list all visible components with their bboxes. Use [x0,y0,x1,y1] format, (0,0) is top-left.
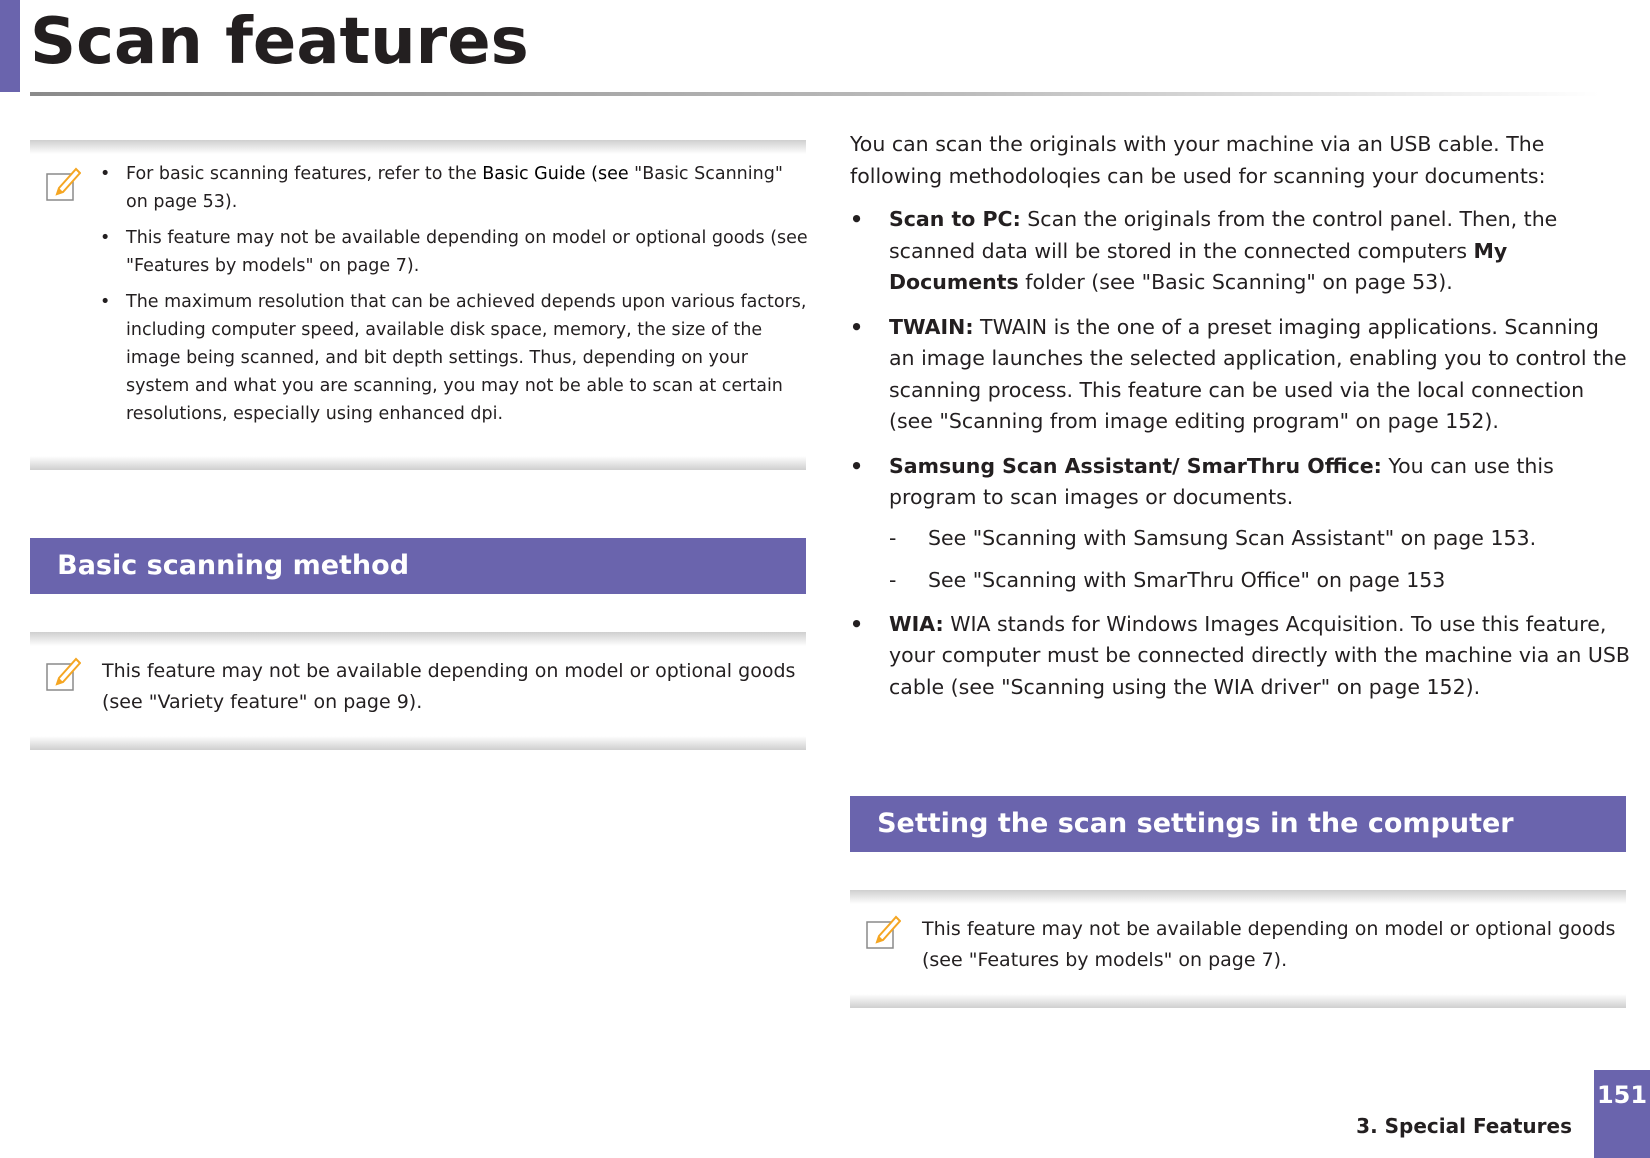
item-label: TWAIN: [889,314,974,339]
note-top-bar [850,890,1626,904]
item-label: WIA: [889,611,944,636]
note-pencil-icon [865,912,901,950]
bullet-icon: • [100,228,111,248]
note-1-list [100,160,810,428]
section-header-scan-settings [850,796,1626,852]
note-1-item-text: This feature may not be available depending on model or optional goods (see "Features by models" on page 7). [126,228,808,276]
item-text: WIA stands for Windows Images Acquisition. To use this feature, your computer must be connected directly with the machine via an USB cable (see "Scanning using the WIA driver" on page 152). [889,611,1630,699]
note-box-2 [30,632,806,750]
note-2-text: This feature may not be available depending on model or optional goods (see "Variety feature" on page 9). [102,660,796,713]
item-label: Scan to PC: [889,207,1021,231]
note-3-text: This feature may not be available depending on model or optional goods (see "Features by models" on page 7). [922,918,1616,971]
item-text: You can use this program to scan images or documents. [889,453,1554,509]
bullet-icon: • [100,292,111,312]
item-label: Samsung Scan Assistant/ SmarThru Office: [889,453,1382,478]
note-box-3 [850,890,1626,1008]
note-top-bar [30,632,806,646]
page-number: 151 [1594,1070,1650,1158]
item-text-tail: folder (see "Basic Scanning" on page 53). [1018,270,1453,294]
dash-icon: - [889,567,897,592]
dash-icon: - [889,525,897,550]
item-text: Scan the originals from the control panel. Then, the scanned data will be stored in the connected computers [889,207,1558,263]
right-column [850,128,1630,716]
bullet-icon: • [100,164,111,184]
note-pencil-icon [45,654,81,692]
list-item-scan-to-pc [850,204,1630,299]
sub-list-item [889,565,1630,596]
scan-methods-list [850,204,1630,703]
basic-guide-link[interactable]: Basic Guide (see [482,164,629,184]
section-title: Basic scanning method [57,550,410,581]
note-1-content [100,160,810,436]
sub-list-item [889,523,1630,554]
sub-list [889,523,1630,596]
page-title: Scan features [30,5,529,79]
note-1-item [100,288,810,428]
note-1-item-text-tail: "Basic Scanning" on page 53). [126,164,783,212]
item-strong: My Documents [889,238,1508,294]
bullet-icon: • [850,314,864,339]
note-bottom-bar [30,456,806,470]
item-text: TWAIN is the one of a preset imaging applications. Scanning an image launches the selected application, enabling you to control the scanning process. This feature can be used via the local connection (see "Scanning from image editing program" on page 152). [889,314,1627,433]
section-number: 2 [867,832,868,833]
bullet-icon: • [850,611,864,636]
bullet-icon: • [850,453,864,478]
note-1-item [100,224,810,280]
title-accent-bar [0,0,20,92]
title-rule [30,92,1600,96]
section-title: Setting the scan settings in the computer [877,808,1514,839]
list-item-samsung-scan-assistant [850,451,1630,596]
list-item-wia [850,609,1630,704]
note-pencil-icon [45,164,81,202]
section-number: 1 [47,574,48,575]
footer-chapter: 3. Special Features [1356,1114,1572,1138]
note-1-item-text: The maximum resolution that can be achieved depends upon various factors, including computer speed, available disk space, memory, the size of the image being scanned, and bit depth settings. Thus, depending on your system and what you are scanning, you may not be able to scan at certain resolutions, especially using enhanced dpi. [126,292,807,424]
sub-item-text: See "Scanning with SmarThru Office" on page 153 [928,567,1446,592]
intro-paragraph: You can scan the originals with your machine via an USB cable. The following methodoloqies can be used for scanning your documents: [850,132,1546,188]
note-bottom-bar [850,994,1626,1008]
note-1-item-text: For basic scanning features, refer to the [126,164,483,184]
bullet-icon: • [850,207,864,231]
section-header-basic-scanning [30,538,806,594]
sub-item-text: See "Scanning with Samsung Scan Assistant" on page 153. [928,525,1537,550]
note-top-bar [30,140,806,154]
list-item-twain [850,312,1630,438]
note-1-item [100,160,810,216]
note-box-1 [30,140,806,470]
note-bottom-bar [30,736,806,750]
